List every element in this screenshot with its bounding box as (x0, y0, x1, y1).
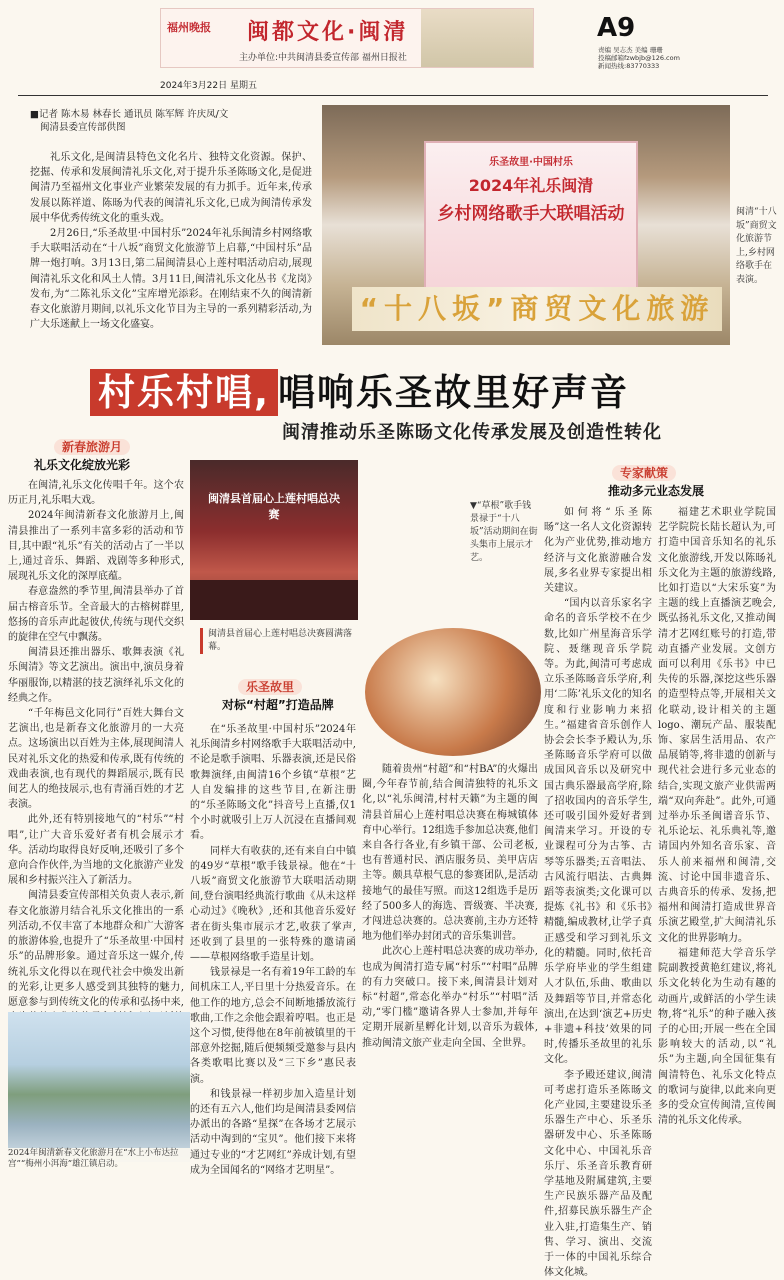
lake-town-photo (8, 1012, 190, 1162)
sub-headline: 闽清推动乐圣陈旸文化传承发展及创造性转化 (282, 422, 662, 443)
byline-credit: 闽清县委宣传部供图 (40, 122, 126, 133)
stage-floor (190, 580, 358, 620)
page-number: A9 (597, 13, 636, 43)
body-paragraph: 在闽清,礼乐文化传唱千年。这个农历正月,礼乐唱大戏。 (8, 480, 184, 507)
final-contest-photo (190, 460, 358, 620)
stage-tagline: 乐圣故里·中国村乐 (489, 157, 573, 168)
masthead-banner (160, 8, 534, 68)
lead-paragraph: 礼乐文化,是闽清县特色文化名片、独特文化资源。保护、挖掘、传承和发展闽清礼乐文化,对于提升乐圣陈旸文化,是促进闽清乃至福州文化事业产业繁荣发展的有力抓手。近年来,传承发展以陈祥道、陈旸为代表的闽清礼乐文化,已成为闽清传承发展中华优秀传统文化的重头戏。 (30, 152, 312, 224)
byline (30, 108, 320, 134)
photo-caption: ▼“草根”歌手钱景禄于“十八坂”活动期间在街头集市上展示才艺。 (470, 501, 538, 563)
photo-caption: 闽清县首届心上莲村唱总决赛圆满落幕。 (200, 628, 358, 654)
section3-kicker: 专家献策 (612, 462, 676, 481)
main-headline (90, 362, 629, 416)
section-title: 闽都文化·闽清 (247, 20, 409, 45)
festival-sign: “十八坂”商贸文化旅游 (352, 287, 722, 331)
body-paragraph: 随着贵州“村超”和“村BA”的火爆出圈,今年春节前,结合闽清独特的礼乐文化,以“礼乐闽清,村村天籁”为主题的闽清县首届心上莲村唱总决赛在梅城镇体育中心举行。12组选手参加总决赛,他们来自各行各业,有乡镇干部、公司老板,也有普通村民、酒店服务员、美甲店店主等。颇具草根气息的参赛团队,是活动接地气的最佳写照。而这12组选手是历经了500多人的海选、晋级赛、半决赛,才闯进总决赛的。总决赛前,主办方还特地为他们举办封闭式的音乐集训营。 (362, 764, 538, 943)
issue-date: 2024年3月22日 星期五 (160, 81, 257, 91)
body-paragraph: “千年梅邑文化同行”百姓大舞台文艺演出,也是新春文化旅游月的一大亮点。这场演出以百姓为主体,展现闽清人民对礼乐文化的热爱和传承,既有传统的戏曲表演,也有现代的舞蹈展示,既有民间艺人的绝技展示,也有青涌百姓的才艺表演。 (8, 708, 184, 811)
lead-paragraph: 2月26日,“乐圣故里·中国村乐”2024年礼乐闽清乡村网络歌手大联唱活动在“十八坂”商贸文化旅游节上启幕,“中国村乐”品牌一炮打响。3月13日,第二届闽清县心上莲村唱活动启动,展现闽清礼乐文化和风土人情。3月11日,闽清礼乐文化丛书《龙岗》发布,为“二陈礼乐文化”宝库增光添彩。在刚结束不久的闽清新春文化旅游月期间,以礼乐文化节目为主导的一系列精彩活动,为广大乐迷献上一场文化盛宴。 (30, 228, 312, 331)
contest-screen-text: 闽清县首届心上莲村唱总决赛 (208, 492, 340, 521)
stage-photo (322, 105, 730, 345)
section1-title: 礼乐文化绽放光彩 (34, 458, 131, 472)
photo-caption: 2024年闽清新春文化旅游月在“水上小布达拉宫”“梅州小洱海”雄江镇启动。 (8, 1148, 190, 1170)
section3-title: 推动多元业态发展 (608, 484, 705, 498)
body-paragraph: 在“乐圣故里·中国村乐”2024年礼乐闽清乡村网络歌手大联唱活动中,不论是歌手演唱、乐器表演,还是民俗歌舞演绎,由闽清16个乡镇“草根”艺人自发编排的这些节目,在新注册的“乐圣陈旸文化”抖音号上直播,仅1个小时就吸引上万人沉浸在直播间观看。 (190, 724, 356, 842)
body-paragraph: 福建师范大学音乐学院副教授黄艳红建议,将礼乐文化转化为生动有趣的动画片,或鲜活的小学生读物,将“礼乐”的种子融入孩子的心田;开展一些在全国影响较大的活动,以“礼乐”为主题,向全国征集有闽清特色、礼乐文化特点的歌词与旋律,以此来向更多的受众宣传闽清,宣传闽清的礼乐文化传承。 (658, 947, 776, 1127)
lead-text (30, 150, 312, 332)
headline-highlight: 村乐村唱, (90, 369, 278, 416)
headline-rest: 唱响乐圣故里好声音 (278, 371, 630, 414)
section1-kicker: 新春旅游月 (54, 436, 130, 455)
newspaper-logo: 福州晚报 (167, 21, 211, 34)
body-paragraph: 闽清县还推出器乐、歌舞表演《礼乐闽清》等文艺演出。演出中,演员身着华丽服饰,以精湛的技艺演绎礼乐文化的经典之作。 (8, 647, 184, 704)
stage-year: 2024年礼乐闽清 (468, 176, 594, 195)
editor-info: 责编 吴志杰 美编 珊珊 投稿邮箱fzwbjb@126.com 新闻热线:83770333 (598, 46, 680, 70)
street-performance-photo (365, 628, 541, 756)
stage-backdrop (424, 141, 638, 295)
body-paragraph: 和钱景禄一样初步加入造星计划的还有五六人,他们均是闽清县委网信办派出的各路“星探”在各场才艺展示活动中淘到的“宝贝”。他们接下来将通过专业的“才艺网红”养成计划,有望成为全国闻名的“网络才艺明星”。 (190, 1088, 356, 1176)
section2-title: 对标“村超”打造品牌 (222, 698, 334, 712)
masthead-decoration (421, 9, 533, 67)
body-paragraph: “国内以音乐家名字命名的音乐学校不在少数,比如广州星海音乐学院、聂继现音乐学院等。为此,闽清可考虑成立乐圣陈旸音乐学府,利用‘二陈’礼乐文化的知名度和行业影响力来招生。”福建省音乐创作人协会会长李予殿认为,乐圣陈旸音乐学府可以做成国风音乐以及研究中国古典乐器最高学府,除了招收国内的音乐学生,还可吸引国外爱好者到闽清来学习。开设的专业课程可分为古筝、古琴等乐器类;五音唱法、古风流行唱法、古典舞蹈等表演类;文化课可以提炼《礼书》和《乐书》精髓,编成教材,让学子真正感受和学习到礼乐文化的精髓。同时,依托音乐学府毕业的学生组建人才队伍,乐曲、歌曲以及舞蹈等节目,并常态化演出,在达到‘演艺+历史+非遗+科技’效果的同时,传播乐圣故里的礼乐文化。 (544, 598, 652, 1066)
body-paragraph: 李予殿还建议,闽清可考虑打造乐圣陈旸文化产业园,主要建设乐圣乐器生产中心、乐圣乐器研发中心、乐圣陈旸文化中心、中国礼乐音乐厅、乐圣音乐教育研学基地及附属建筑,主要生产民族乐器产品及配件,招募民族乐器生产企业入驻,打造集生产、销售、学习、演出、交流于一体的中国礼乐综合体文化城。 (544, 1069, 652, 1279)
body-paragraph: 闽清县委宣传部相关负责人表示,新春文化旅游月结合礼乐文化推出的一系列活动,不仅丰富了本地群众和广大游客的旅游体验,也提升了“乐圣故里·中国村乐”的品牌形象。通过音乐这一媒介,传统礼乐文化得以在现代社会中焕发出新的光彩,让更多人感受到其独特的魅力,愿意参与到传统文化的传承和弘扬中来, (8, 890, 184, 1008)
body-paragraph: 钱景禄是一名有着19年工龄的车间机床工人,平日里十分热爱音乐。在他工作的地方,总会不间断地播放流行歌曲,工作之余他会跟着哼唱。也正是这个习惯,使得他在8年前被镇里的干部意外挖掘,随后便频频受邀参与县内各类歌唱比赛以及“三下乡”惠民表演。 (190, 967, 356, 1085)
section2-body-a (190, 722, 356, 1178)
body-paragraph: 同样大有收获的,还有来自白中镇的49岁“草根”歌手钱景禄。他在“十八坂”商贸文化旅游节大联唱活动期间,登台演唱经典流行歌曲《从未这样心动过》《晚秋》,还和其他音乐爱好者在街头集市展示才艺,收获了掌声,还收到了县里的一张特殊的邀请函——草根网络歌手造星计划。 (190, 845, 356, 964)
body-paragraph: 春意盎然的季节里,闽清县举办了首届古榕音乐节。全音最大的古榕树群里,悠扬的音乐声此起彼伏,传统与现代交织的旋律在空气中飘荡。 (8, 586, 184, 644)
section3-body-b (658, 505, 776, 1128)
section2-kicker: 乐圣故里 (238, 676, 302, 695)
body-paragraph: 如何将“乐圣陈旸”这一名人文化资源转化为产业优势,推动地方经济与文化旅游融合发展,多名业界专家提出相关建议。 (544, 507, 652, 595)
body-paragraph: 此次心上莲村唱总决赛的成功举办,也成为闽清打造专属“村乐”“村唱”品牌的有力突破口。接下来,闽清县计划对标“村超”,常态化举办“村乐”“村唱”活动,“零门槛”邀请各界人士参加,并每年定期开展新星孵化计划,以音乐为载体,推动闽清文旅产业走向全国、全世界。 (362, 946, 538, 1049)
section2-body-b (362, 762, 538, 1051)
organizer-line: 主办单位:中共闽清县委宣传部 福州日报社 (239, 53, 407, 63)
byline-authors: ■记者 陈木易 林春长 通讯员 陈军辉 许庆凤/文 (30, 109, 229, 120)
photo-caption: 闽清“十八坂”商贸文化旅游节上,乡村网络歌手在表演。 (736, 207, 777, 285)
body-paragraph: 福建艺术职业学院国艺学院院长陆长超认为,可打造中国音乐知名的礼乐文化旅游线,开发以陈旸礼乐文化为主题的旅游线路,比如打造以“大宋乐宴”为主题的线上直播演艺晚会,既弘扬礼乐文化,又推动闽清才艺网红账号的打造,带动直播产业发展。文创方面可以利用《乐书》中已失传的乐器,深挖这些乐器的造型特点等,开展相关文化联动,设计相关的主题logo、潮玩产品、服装配饰、家居生活用品、农产品展销等,将非遗的创新与现代社会进行多元业态的结合,实现文旅产业供需两端“双向奔赴”。此外,可通过举办乐圣闽谱音乐节、礼乐论坛、礼乐典礼等,邀请国内外知名音乐家、音乐人前来福州和闽清,交流、讨论中国非遗音乐、古典音乐的传承、发扬,把福州和闽清打造成世界音乐演艺殿堂,扩大闽清礼乐文化的世界影响力。 (658, 507, 776, 944)
top-rule (18, 95, 768, 96)
section1-body (8, 478, 184, 1041)
body-paragraph: 2024年闽清新春文化旅游月上,闽清县推出了一系列丰富多彩的活动和节目,其中跟“礼乐”有关的活动占了一半以上,通过音乐、舞蹈、戏剧等多种形式,展现礼乐文化的深厚底蕴。 (8, 510, 184, 583)
section3-body-a (544, 505, 652, 1280)
body-paragraph: 此外,还有特别接地气的“村乐”“村唱”,让广大音乐爱好者有机会展示才华。活动均取得良好反响,还吸引了多个意向合作伙伴,为当地的文化旅游产业发展和乡村振兴注入了新活力。 (8, 814, 184, 887)
stage-title: 乡村网络歌手大联唱活动 (437, 204, 625, 224)
